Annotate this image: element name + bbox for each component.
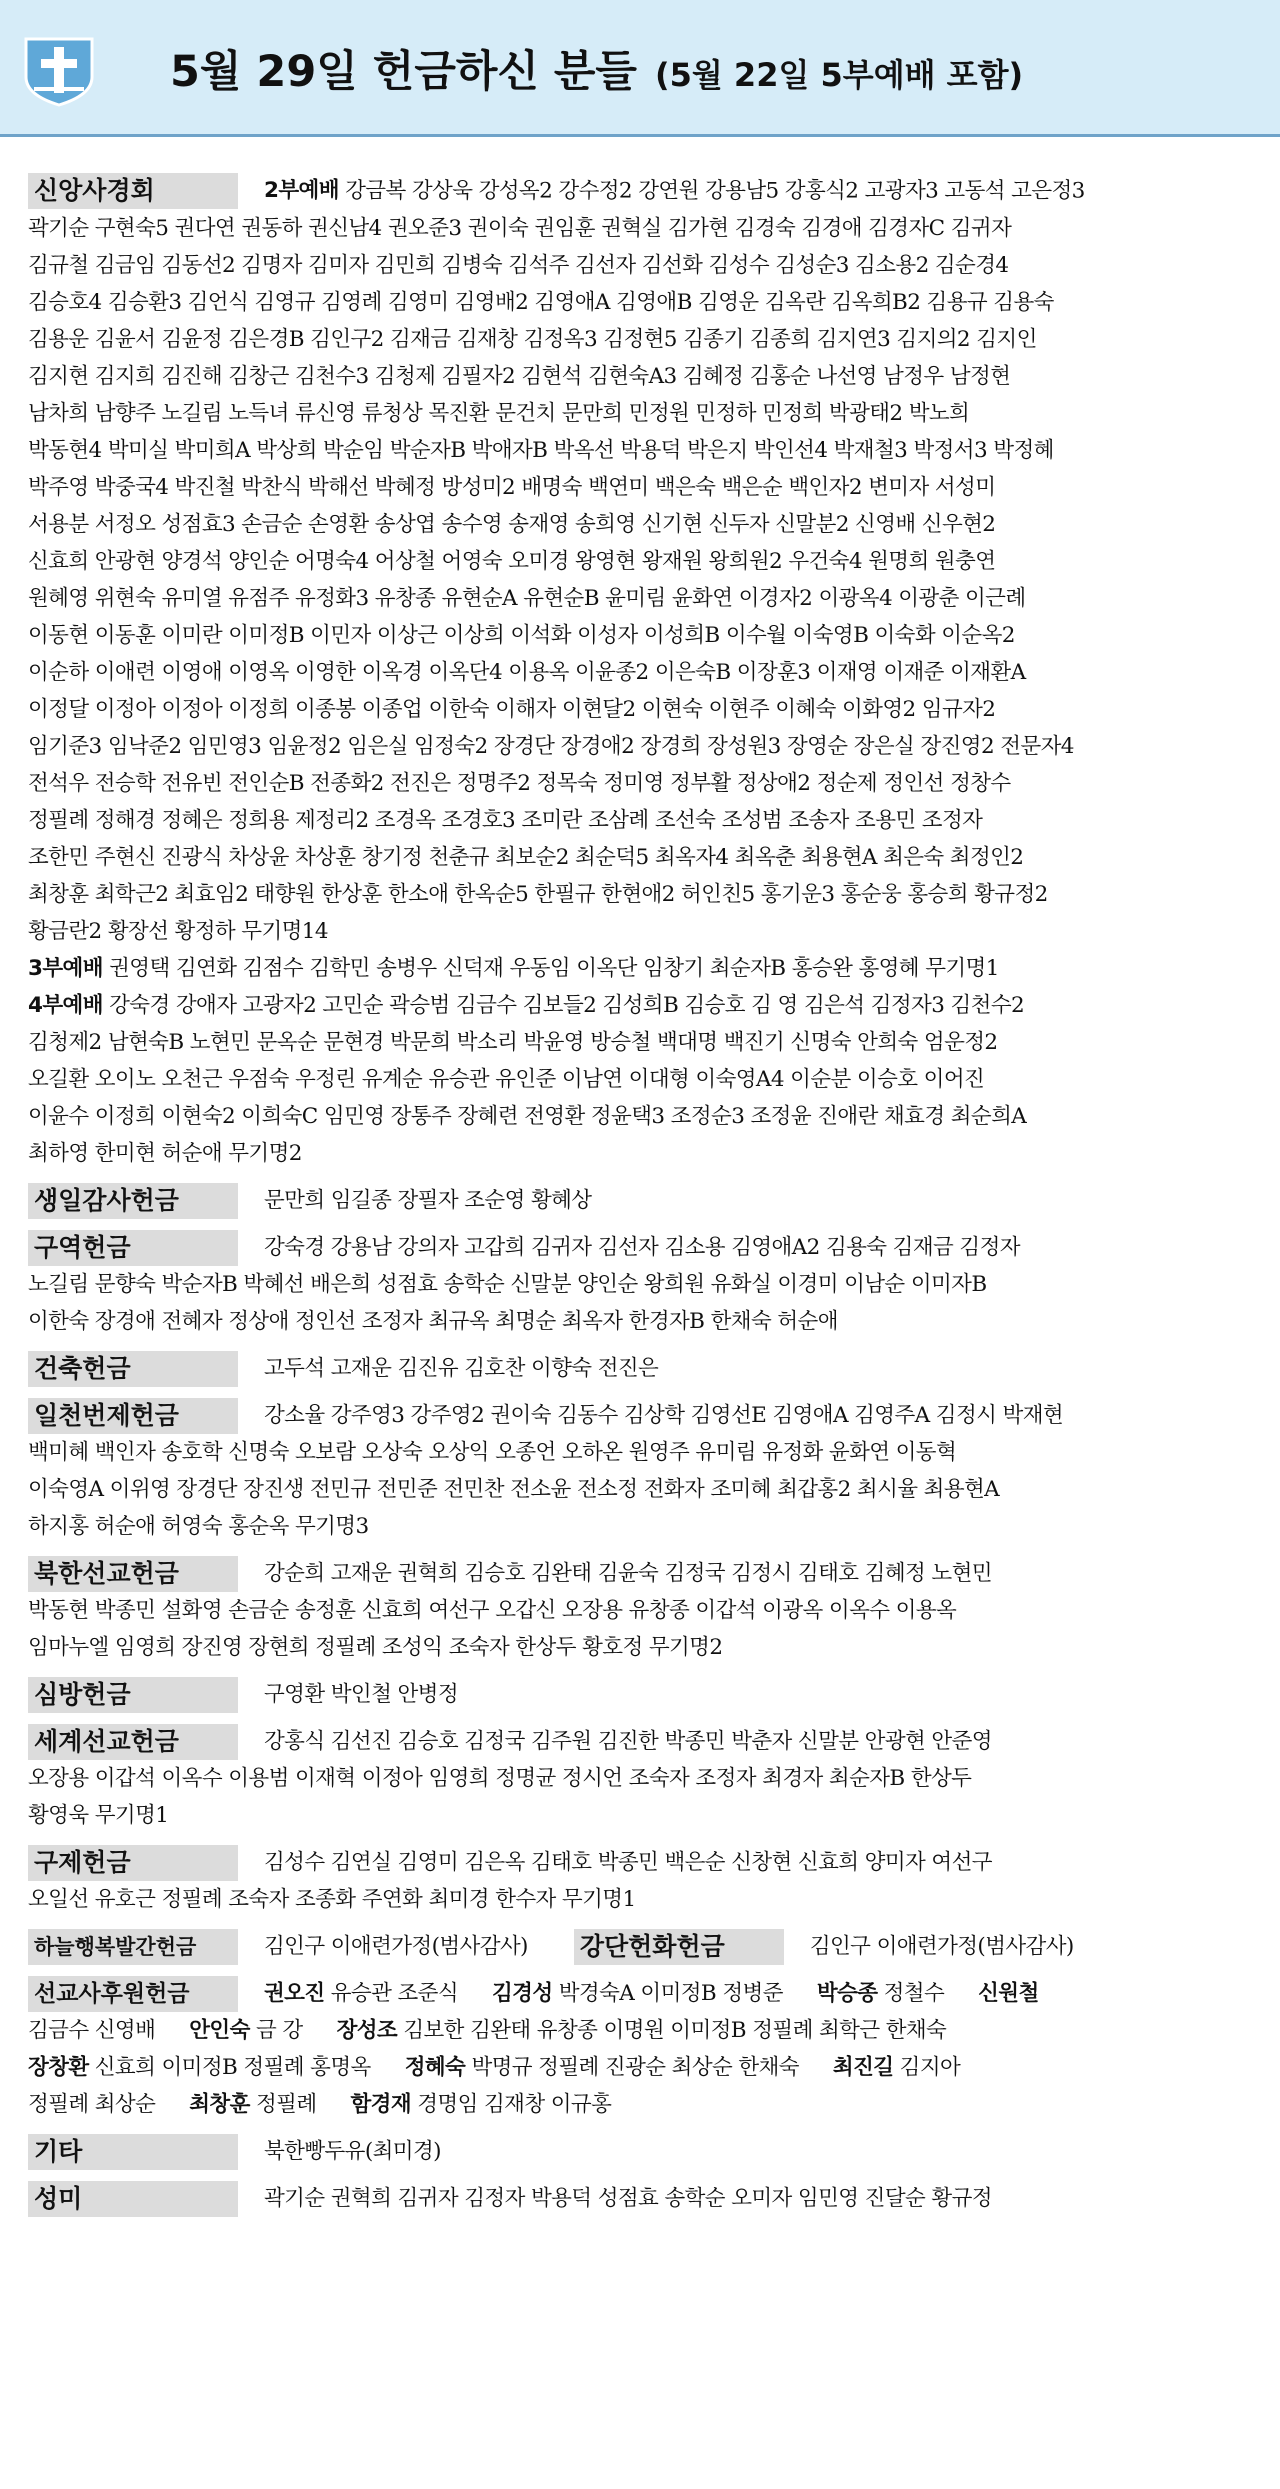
missionary-name: 신원철 [978,1980,1039,2006]
section-birthday [28,1182,1258,1219]
section-label-pulpit: 강단헌화헌금 [574,1929,784,1965]
section-etc [28,2133,1258,2170]
donor-line: 박동현4 박미실 박미희A 박상희 박순임 박순자B 박애자B 박옥선 박용덕 박은지 박인선4 박재철3 박정서3 박정혜 [28,437,1054,463]
section-label-offering: 성미 [28,2181,238,2217]
missionary-name: 김경성 [492,1980,553,2006]
section-label-birthday: 생일감사헌금 [28,1183,238,1219]
donor-line: 오일선 유호근 정필례 조숙자 조종화 주연화 최미경 한수자 무기명1 [28,1886,636,1912]
donor-line: 정필례 최상순 [28,2091,156,2117]
donor-line: 임마누엘 임영희 장진영 장현희 정필례 조성익 조숙자 한상두 황호정 무기명2 [28,1634,723,1660]
donor-line: 김용운 김윤서 김윤정 김은경B 김인구2 김재금 김재창 김정옥3 김정현5 김종기 김종희 김지연3 김지의2 김지인 [28,326,1037,352]
donor-line: 정철수 [883,1980,945,2006]
donor-line: 조한민 주현신 진광식 차상윤 차상훈 창기정 천춘규 최보순2 최순덕5 최옥자4 최옥춘 최용현A 최은숙 최정인2 [28,844,1024,870]
service-2-label: 2부예배 [264,178,339,203]
donor-line: 박동현 박종민 설화영 손금순 송정훈 신효희 여선구 오갑신 오장용 유창종 이갑석 이광옥 이옥수 이용옥 [28,1597,957,1623]
donor-line: 김인구 이애련가정(범사감사) [809,1933,1074,1959]
donor-line: 고두석 고재운 김진유 김호찬 이향숙 전진은 [264,1355,659,1381]
missionary-name: 최창훈 [189,2091,250,2117]
page-header [0,0,1280,137]
donor-line: 김보한 김완태 유창종 이명원 이미정B 정필례 최학근 한채숙 [403,2017,947,2043]
donor-line: 오장용 이갑석 이옥수 이용범 이재혁 이정아 임영희 정명균 정시언 조숙자 조정자 최경자 최순자B 한상두 [28,1765,972,1791]
cross-shield-icon [22,33,96,109]
section-building [28,1350,1258,1387]
donor-line: 황영욱 무기명1 [28,1802,169,1828]
donor-line: 남차희 남향주 노길림 노득녀 류신영 류청상 목진환 문건치 문만희 민정원 민정하 민정희 박광태2 박노희 [28,400,970,426]
missionary-name: 안인숙 [189,2017,250,2043]
section-label-visitation: 심방헌금 [28,1677,238,1713]
section-district [28,1229,1258,1340]
donor-line: 정필례 [256,2091,317,2117]
donor-line: 황금란2 황장선 황정하 무기명14 [28,918,328,944]
donor-line: 이숙영A 이위영 장경단 장진생 전민규 전민준 전민찬 전소윤 전소정 전화자 조미혜 최갑홍2 최시율 최용현A [28,1476,1000,1502]
section-label-north: 북한선교헌금 [28,1556,238,1592]
missionary-name: 장성조 [336,2017,398,2043]
donor-line: 이순하 이애련 이영애 이영옥 이영한 이옥경 이옥단4 이용옥 이윤종2 이은숙B 이장훈3 이재영 이재준 이재환A [28,659,1026,685]
donor-line: 전석우 전승학 전유빈 전인순B 전종화2 전진은 정명주2 정목숙 정미영 정부활 정상애2 정순제 정인선 정창수 [28,770,1011,796]
section-heaven-pulpit [28,1928,1258,1965]
donor-line: 강숙경 강용남 강의자 고갑희 김귀자 김선자 김소용 김영애A2 김용숙 김재금 김정자 [264,1234,1020,1260]
donor-line: 곽기순 권혁희 김귀자 김정자 박용덕 성점효 송학순 오미자 임민영 진달순 황규정 [264,2185,992,2211]
section-relief [28,1844,1258,1918]
donor-line: 김지현 김지희 김진해 김창근 김천수3 김청제 김필자2 김현석 김현숙A3 김혜정 김홍순 나선영 남정우 남정현 [28,363,1011,389]
section-label-missionary: 선교사후원헌금 [28,1976,238,2012]
section-missionary [28,1975,1258,2123]
missionary-name: 최진길 [832,2054,894,2080]
donor-line: 이윤수 이정희 이현숙2 이희숙C 임민영 장통주 장혜련 전영환 정윤택3 조정순3 조정윤 진애란 채효경 최순희A [28,1103,1027,1129]
section-offering [28,2180,1258,2217]
donor-line: 김승호4 김승환3 김언식 김영규 김영례 김영미 김영배2 김영애A 김영애B 김영운 김옥란 김옥희B2 김용규 김용숙 [28,289,1054,315]
donor-line: 김인구 이애련가정(범사감사) [264,1933,528,1959]
donor-line: 원혜영 위현숙 유미열 유점주 유정화3 유창종 유현순A 유현순B 윤미림 윤화연 이경자2 이광옥4 이광춘 이근례 [28,585,1026,611]
donor-line: 강소율 강주영3 강주영2 권이숙 김동수 김상학 김영선E 김영애A 김영주A 김정시 박재현 [264,1402,1064,1428]
missionary-name: 함경재 [350,2091,412,2117]
missionary-name: 권오진 [264,1980,325,2006]
donor-line: 경명임 김재창 이규홍 [417,2091,612,2117]
section-faith [28,172,1258,1172]
donor-line: 하지홍 허순애 허영숙 홍순옥 무기명3 [28,1513,369,1539]
donor-line: 북한빵두유(최미경) [264,2138,441,2164]
missionary-name: 장창환 [28,2054,89,2080]
donor-line: 강순희 고재운 권혁희 김승호 김완태 김윤숙 김정국 김정시 김태호 김혜정 노현민 [264,1560,992,1586]
service-4-label: 4부예배 [28,992,103,1018]
donor-line: 김청제2 남현숙B 노현민 문옥순 문현경 박문희 박소리 박윤영 방승철 백대명 백진기 신명숙 안희숙 엄운정2 [28,1029,998,1055]
donor-line: 신효희 이미정B 정필례 홍명옥 [94,2054,371,2080]
donor-line: 김금수 신영배 [28,2017,156,2043]
donor-line: 정필례 정해경 정혜은 정희용 제정리2 조경옥 조경호3 조미란 조삼례 조선숙 조성범 조송자 조용민 조정자 [28,807,983,833]
section-label-relief: 구제헌금 [28,1845,238,1881]
donor-line: 이동현 이동훈 이미란 이미정B 이민자 이상근 이상희 이석화 이성자 이성희B 이수월 이숙영B 이숙화 이순옥2 [28,622,1015,648]
donor-line: 권영택 김연화 김점수 김학민 송병우 신덕재 우동임 이옥단 임창기 최순자B 홍승완 홍영혜 무기명1 [109,955,999,981]
section-label-building: 건축헌금 [28,1351,238,1387]
title-main: 5월 29일 헌금하신 분들 [170,47,637,97]
donor-line: 임기준3 임낙준2 임민영3 임윤정2 임은실 임정숙2 장경단 장경애2 장경희 장성원3 장영순 장은실 장진영2 전문자4 [28,733,1074,759]
section-label-thousandth: 일천번제헌금 [28,1398,238,1434]
section-thousandth [28,1397,1258,1545]
donor-line: 곽기순 구현숙5 권다연 권동하 권신남4 권오준3 권이숙 권임훈 권혁실 김가현 김경숙 김경애 김경자C 김귀자 [28,215,1012,241]
donor-line: 백미혜 백인자 송호학 신명숙 오보람 오상숙 오상익 오종언 오하온 원영주 유미림 유정화 윤화연 이동혁 [28,1439,957,1465]
section-visitation [28,1676,1258,1713]
donor-line: 유승관 조준식 [330,1980,458,2006]
section-label-world: 세계선교헌금 [28,1724,238,1760]
donor-line: 금 강 [256,2017,303,2043]
donor-line: 문만희 임길종 장필자 조순영 황혜상 [264,1187,592,1213]
donor-line: 강금복 강상욱 강성옥2 강수정2 강연원 강용남5 강홍식2 고광자3 고동석 고은정3 [345,178,1085,204]
donor-line: 박명규 정필례 진광순 최상순 한채숙 [471,2054,799,2080]
section-label-district: 구역헌금 [28,1230,238,1266]
section-label-etc: 기타 [28,2134,238,2170]
donor-line: 오길환 오이노 오천근 우점숙 우정린 유계순 유승관 유인준 이남연 이대형 이숙영A4 이순분 이승호 이어진 [28,1066,985,1092]
donor-line: 김규철 김금임 김동선2 김명자 김미자 김민희 김병숙 김석주 김선자 김선화 김성수 김성순3 김소용2 김순경4 [28,252,1009,278]
service-3-label: 3부예배 [28,955,103,981]
donor-line: 서용분 서정오 성점효3 손금순 손영환 송상엽 송수영 송재영 송희영 신기현 신두자 신말분2 신영배 신우현2 [28,511,996,537]
donor-line: 박경숙A 이미정B 정병준 [558,1980,783,2006]
donor-line: 최창훈 최학근2 최효임2 태향원 한상훈 한소애 한옥순5 한필규 한현애2 허인친5 홍기운3 홍순웅 홍승희 황규정2 [28,881,1048,907]
section-label-faith: 신앙사경회 [28,173,238,209]
donor-line: 김성수 김연실 김영미 김은옥 김태호 박종민 백은순 신창현 신효희 양미자 여선구 [264,1849,992,1875]
donor-line: 신효희 안광현 양경석 양인순 어명숙4 어상철 어영숙 오미경 왕영현 왕재원 왕희원2 우건숙4 원명희 원충연 [28,548,996,574]
donor-line: 최하영 한미현 허순애 무기명2 [28,1140,302,1166]
donor-line: 김지아 [899,2054,961,2080]
donor-list [28,172,1258,2227]
section-label-heaven: 하늘행복발간헌금 [28,1929,238,1965]
title-subtitle: (5월 22일 5부예배 포함) [654,56,1024,94]
section-world [28,1723,1258,1834]
section-north [28,1555,1258,1666]
donor-line: 이한숙 장경애 전혜자 정상애 정인선 조정자 최규옥 최명순 최옥자 한경자B 한채숙 허순애 [28,1308,838,1334]
missionary-name: 정혜숙 [404,2054,466,2080]
donor-line: 노길림 문향숙 박순자B 박혜선 배은희 성점효 송학순 신말분 양인순 왕희원 유화실 이경미 이남순 이미자B [28,1271,987,1297]
donor-line: 구영환 박인철 안병정 [264,1681,458,1707]
page-title [170,38,1023,98]
missionary-name: 박승종 [816,1980,878,2006]
donor-line: 강숙경 강애자 고광자2 고민순 곽승범 김금수 김보들2 김성희B 김승호 김 영 김은석 김정자3 김천수2 [109,992,1025,1018]
donor-line: 박주영 박중국4 박진철 박찬식 박해선 박혜정 방성미2 배명숙 백연미 백은숙 백은순 백인자2 변미자 서성미 [28,474,996,500]
donor-line: 강홍식 김선진 김승호 김정국 김주원 김진한 박종민 박춘자 신말분 안광현 안준영 [264,1728,992,1754]
donor-line: 이정달 이정아 이정아 이정희 이종봉 이종업 이한숙 이해자 이현달2 이현숙 이현주 이혜숙 이화영2 임규자2 [28,696,996,722]
